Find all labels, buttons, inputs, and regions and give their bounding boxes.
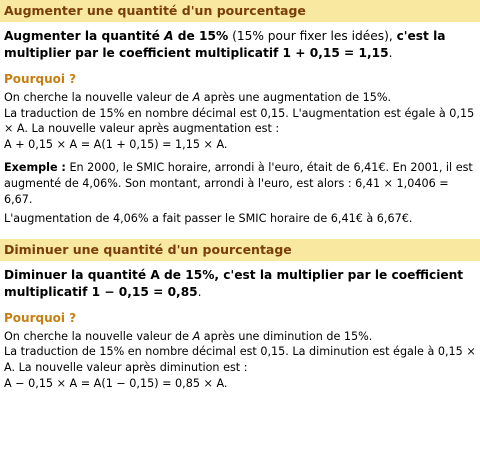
explanation-text: La traduction de 15% en nombre décimal est 0,15. La diminution est égale à 0,15 × A. La nouvelle valeur après diminution est :: [4, 345, 476, 374]
explanation-text: La traduction de 15% en nombre décimal est 0,15. L'augmentation est égale à 0,15 × A. La nouvelle valeur après augmentation est :: [4, 106, 475, 136]
explanation-variable: A: [192, 329, 201, 343]
example: [4, 160, 476, 207]
rule-augmenter: [4, 28, 476, 62]
section-header-augmenter: Augmenter une quantité d'un pourcentage: [0, 0, 480, 22]
rule-diminuer: [4, 267, 476, 301]
rule-variable: A: [164, 29, 174, 43]
example-label: Exemple :: [4, 161, 66, 175]
example-conclusion: L'augmentation de 4,06% a fait passer le SMIC horaire de 6,41€ à 6,67€.: [4, 212, 413, 226]
pourquoi-title: Pourquoi ?: [4, 72, 77, 86]
rule-end: .: [197, 284, 202, 299]
section-diminuer: [0, 261, 480, 403]
explanation-diminuer: [4, 329, 476, 391]
explanation-text: après une augmentation de 15%.: [200, 91, 392, 104]
section-augmenter: [0, 22, 480, 239]
explanation-augmenter: [4, 90, 476, 152]
rule-parenthetical: (15% pour fixer les idées),: [228, 29, 397, 43]
rule-text-part: Augmenter la quantité: [4, 29, 165, 43]
explanation-variable: A: [192, 91, 201, 104]
explanation-text: On cherche la nouvelle valeur de: [4, 91, 193, 104]
example-text: En 2000, le SMIC horaire, arrondi à l'euro, était de 6,41€. En 2001, il est augmenté de 4,06%. Son montant, arrondi à l'euro, est alors : 6,41 × 1,0406 = 6,67.: [4, 161, 473, 206]
rule-text-part: c'est la multiplier par le coefficient multiplicatif 1 + 0,15 = 1,15: [4, 29, 446, 60]
formula: A + 0,15 × A = A(1 + 0,15) = 1,15 × A.: [4, 137, 228, 151]
pourquoi-title: Pourquoi ?: [4, 310, 77, 325]
section-header-diminuer: Diminuer une quantité d'un pourcentage: [0, 239, 480, 261]
rule-text-part: de 15%: [173, 29, 229, 43]
rule-end: .: [388, 46, 393, 60]
rule-text-part: Diminuer la quantité A de 15%, c'est la multiplier par le coefficient multiplicatif 1 − 0,15 = 0,85: [4, 267, 464, 299]
explanation-text: On cherche la nouvelle valeur de: [4, 329, 193, 343]
formula: A − 0,15 × A = A(1 − 0,15) = 0,85 × A.: [4, 376, 228, 390]
explanation-text: après une diminution de 15%.: [200, 329, 373, 343]
